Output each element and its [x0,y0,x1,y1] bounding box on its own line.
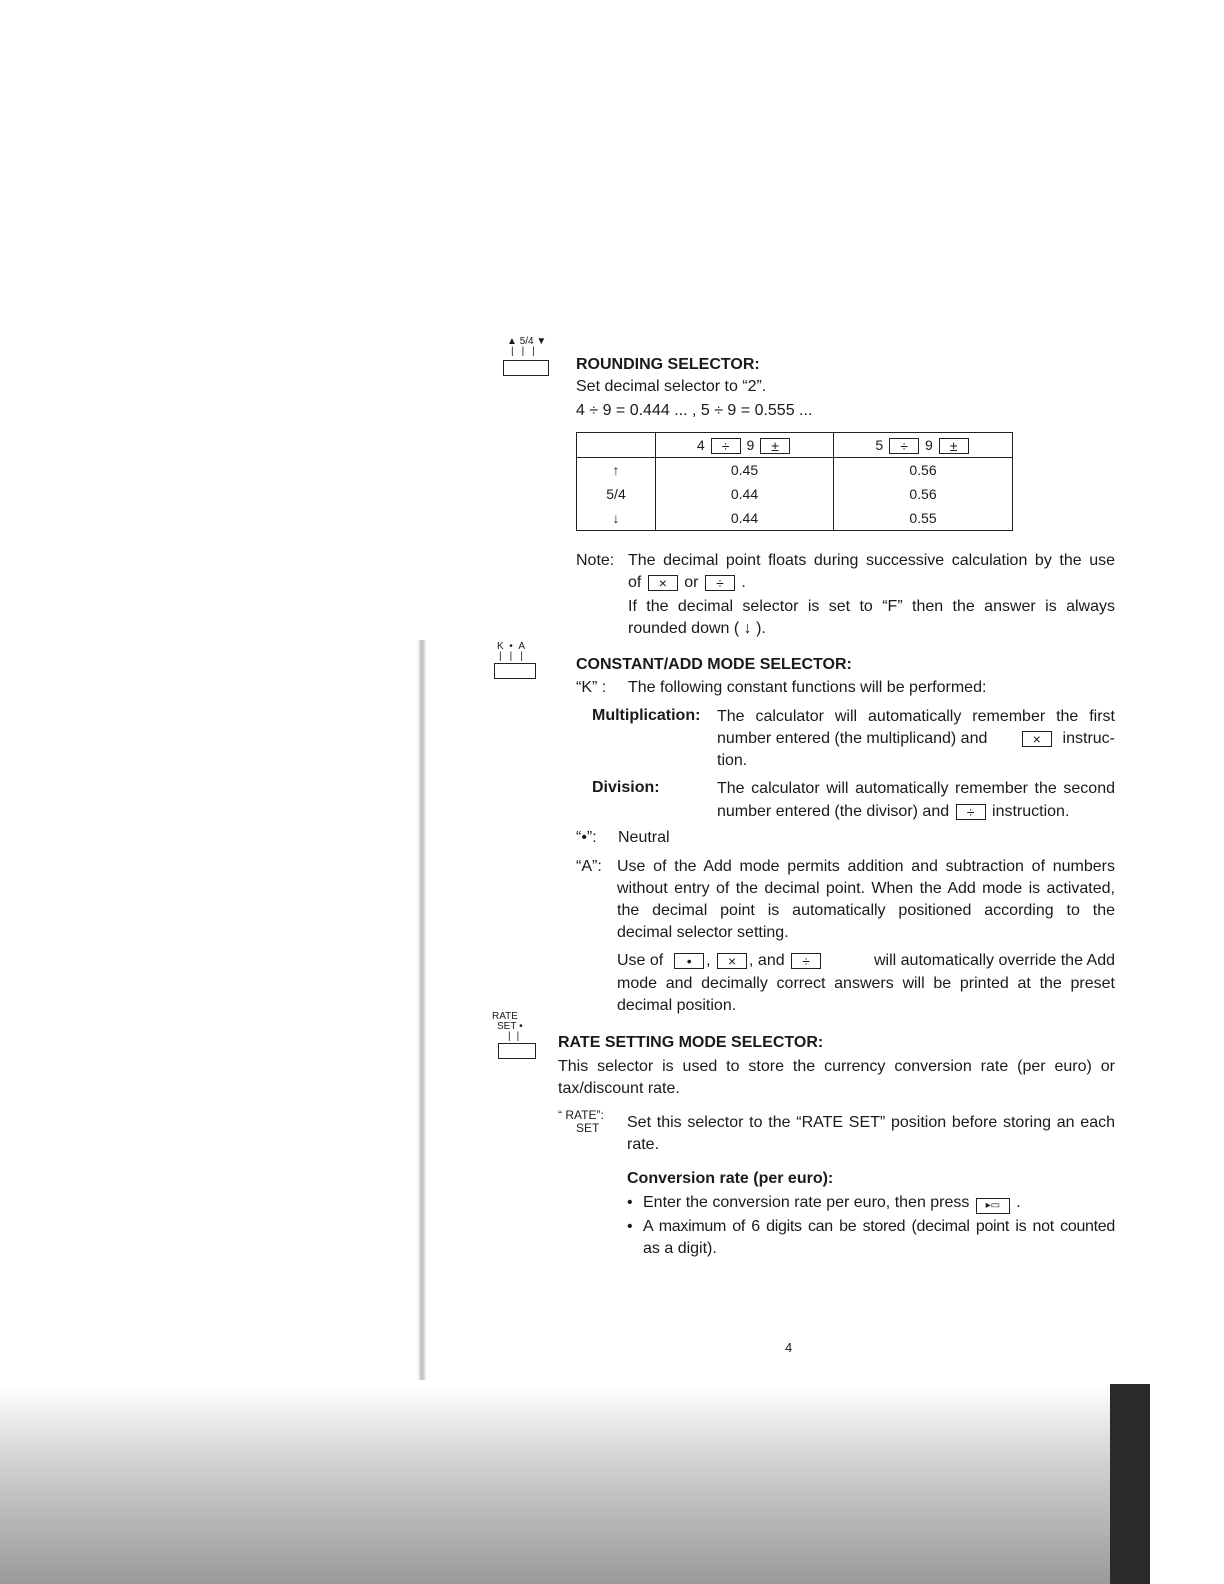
scan-shadow-right [1110,1384,1150,1584]
scan-shadow-bottom [0,1384,1146,1584]
multiply-key-icon: × [1022,731,1052,747]
multiply-key-icon: × [717,953,747,969]
bullet-icon: • [627,1218,633,1235]
conversion-heading: Conversion rate (per euro): [627,1170,834,1187]
divide-key-icon: ÷ [956,804,986,820]
constant-heading: CONSTANT/ADD MODE SELECTOR: [576,656,852,673]
divide-key-icon: ÷ [711,438,741,454]
rounding-line1: Set decimal selector to “2”. [576,378,767,395]
a-line4: decimal selector setting. [617,924,789,941]
rounding-table [576,432,1013,531]
rate-line1: This selector is used to store the currency conversion rate (per euro) or [558,1058,1115,1075]
rate-heading: RATE SETTING MODE SELECTOR: [558,1034,824,1051]
table-corner [577,433,656,458]
rate-set-line1: Set this selector to the “RATE SET” position before storing an each [627,1114,1115,1131]
bullet2-line1: A maximum of 6 digits can be stored (decimal point is not counted [643,1218,1115,1235]
note-line2: of × or ÷ . [628,574,746,591]
a-line6: mode and decimally correct answers will be printed at the preset [617,975,1115,992]
divide-key-icon: ÷ [791,953,821,969]
multiplication-label: Multiplication: [592,707,701,724]
division-label: Division: [592,779,660,796]
a-line5: Use of • , × , and ÷ will automatically override the Add [617,952,1115,969]
note-line4: rounded down ( ↓ ). [628,620,766,637]
a-line3: the decimal point is automatically positioned according to the [617,902,1115,919]
divide-key-icon: ÷ [889,438,919,454]
equal-plus-key-icon: ± [939,438,969,454]
bullet1: Enter the conversion rate per euro, then press ▸▭ . [643,1193,1021,1214]
mult-line1: The calculator will automatically remember the first [717,708,1115,725]
decimal-key-icon: • [674,953,704,969]
rate-line2: tax/discount rate. [558,1080,680,1097]
div-line1: The calculator will automatically remember the second [717,780,1115,797]
table-header-1: 4 ÷ 9 ± [656,433,834,458]
rounding-icon-label: 5/4 [519,336,534,347]
k-text: The following constant functions will be performed: [628,679,987,696]
a-label: “A”: [576,858,602,875]
rounding-line2: 4 ÷ 9 = 0.444 ... , 5 ÷ 9 = 0.555 ... [576,402,813,419]
page-number: 4 [785,1340,793,1355]
bullet2-line2: as a digit). [643,1240,717,1257]
rate-set-label: “ RATE”: SET [558,1108,604,1135]
equal-plus-key-icon: ± [760,438,790,454]
rate-store-key-icon: ▸▭ [976,1198,1010,1214]
a-line7: decimal position. [617,997,737,1014]
bullet-icon: • [627,1194,633,1211]
a-line1: Use of the Add mode permits addition and subtraction of numbers [617,858,1115,875]
div-line2: number entered (the divisor) and ÷ instruction. [717,803,1070,820]
mult-line3: tion. [717,752,748,769]
table-row: ↓ 0.44 0.55 [577,506,1013,531]
mult-line2: number entered (the multiplicand) and × instruc- [717,730,1115,747]
rounding-heading: ROUNDING SELECTOR: [576,356,760,373]
a-line2: without entry of the decimal point. When the Add mode is activated, [617,880,1115,897]
divide-key-icon: ÷ [705,575,735,591]
dot-text: Neutral [618,829,670,846]
note-line3: If the decimal selector is set to “F” then the answer is always [628,598,1115,615]
note-label: Note: [576,552,615,569]
table-row: ↑ 0.45 0.56 [577,458,1013,483]
note-line1: The decimal point floats during successive calculation by the use [628,552,1115,569]
rate-set-line2: rate. [627,1136,660,1153]
table-row: 5/4 0.44 0.56 [577,482,1013,506]
multiply-key-icon: × [648,575,678,591]
dot-label: “•”: [576,829,597,846]
table-header-2: 5 ÷ 9 ± [834,433,1013,458]
k-label: “K” : [576,679,607,696]
scan-shadow-left [418,640,426,1380]
